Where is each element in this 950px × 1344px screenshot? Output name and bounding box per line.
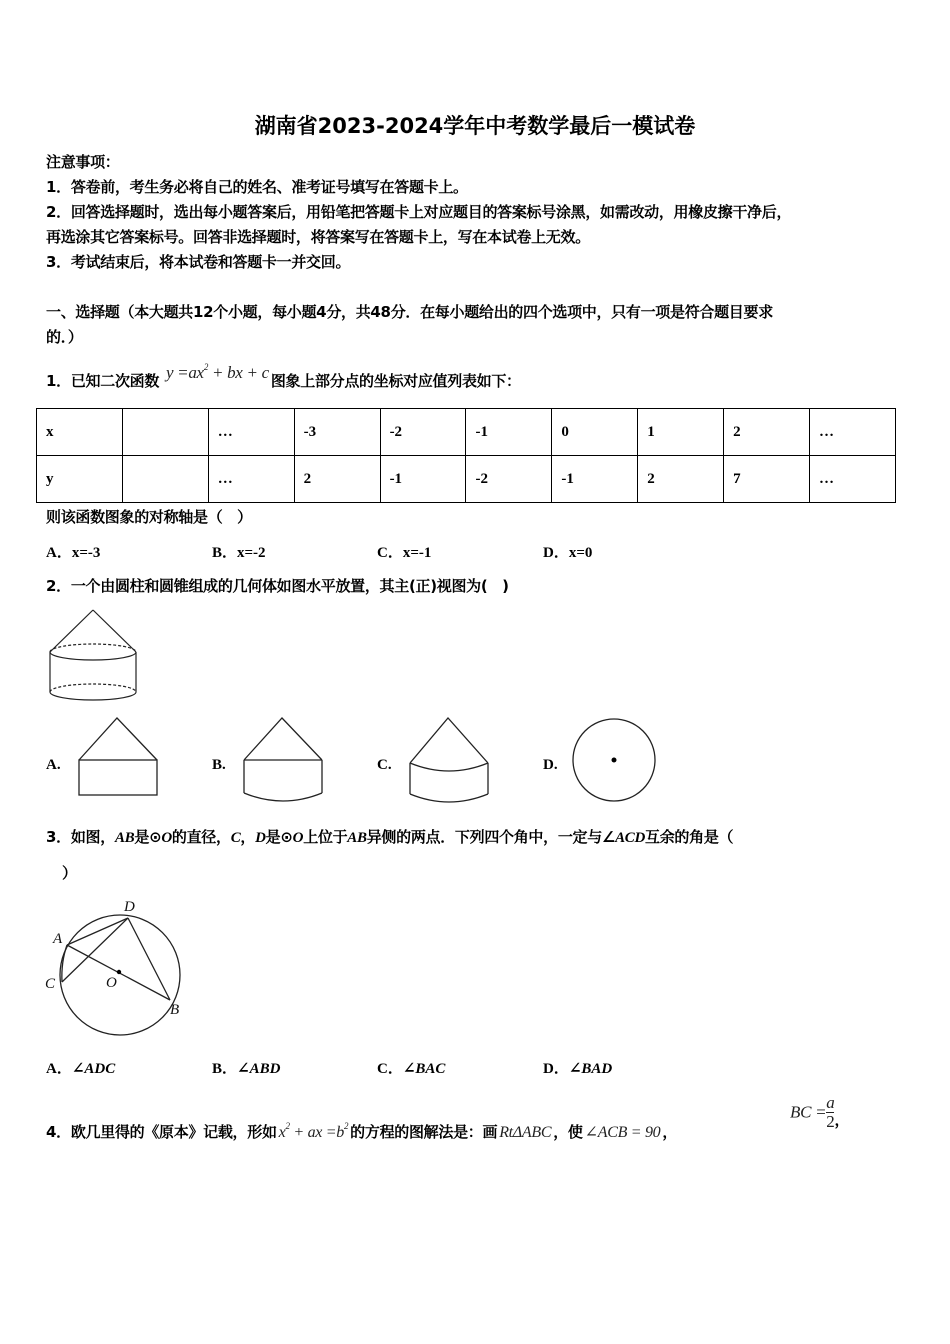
question-text: 异侧的两点．下列四个角中，一定与∠ <box>366 828 616 846</box>
question-text: 欧几里得的《原本》记载，形如 <box>70 1123 277 1141</box>
option-c[interactable]: C．x=-1 <box>377 545 432 561</box>
table-cell <box>122 409 208 456</box>
notice-item-3: 3．考试结束后，将本试卷和答题卡一并交回。 <box>46 253 351 271</box>
question-number: 1． <box>46 372 71 390</box>
option-b[interactable] <box>212 1057 280 1078</box>
table-cell: 2 <box>724 409 810 456</box>
option-label: A． <box>46 1061 72 1077</box>
option-a-label[interactable]: A. <box>46 757 61 773</box>
table-cell: x <box>37 409 123 456</box>
table-row-y <box>37 456 896 503</box>
math-acd: ACD <box>615 830 646 846</box>
table-cell: 7 <box>724 456 810 503</box>
question-2-stem <box>46 576 509 596</box>
table-cell: 1 <box>638 409 724 456</box>
option-c[interactable] <box>377 1057 445 1078</box>
math-o: O <box>292 830 304 846</box>
question-text: 是⊙ <box>134 828 162 846</box>
question-text: 如图， <box>70 828 115 846</box>
question-text-suffix: 图象上部分点的坐标对应值列表如下： <box>270 372 521 390</box>
option-label: C． <box>377 1061 403 1077</box>
formula: $y =ax^2$ + bx + c <box>165 362 269 382</box>
option-d[interactable]: D．x=0 <box>543 545 593 561</box>
option-value: ∠ADC <box>71 1061 116 1077</box>
math-o: O <box>161 830 172 846</box>
question-text: 一个由圆柱和圆锥组成的几何体如图水平放置，其主(正)视图为( ) <box>70 577 509 595</box>
table-row-x <box>37 409 896 456</box>
table-cell: -1 <box>466 409 552 456</box>
option-a[interactable] <box>46 1057 115 1078</box>
option-value: ∠BAC <box>402 1061 446 1077</box>
question-text: 的方程的图解法是：画 <box>350 1123 498 1141</box>
math-ab: AB <box>347 830 367 846</box>
math-ab: AB <box>114 830 135 846</box>
table-cell: -1 <box>552 456 638 503</box>
fraction-numerator: a <box>826 1093 835 1112</box>
table-cell: 2 <box>638 456 724 503</box>
question-text: 互余的角是（ <box>645 828 734 846</box>
section-heading-cont: 的．） <box>46 328 83 346</box>
question-number: 3． <box>46 828 71 846</box>
table-cell: 2 <box>294 456 380 503</box>
question-4-stem <box>46 1116 677 1143</box>
table-cell: … <box>208 456 294 503</box>
value-table <box>36 408 896 503</box>
notice-item-1: 1．答卷前，考生务必将自己的姓名、准考证号填写在答题卡上。 <box>46 178 468 196</box>
question-text: ， <box>662 1123 678 1141</box>
table-cell: -2 <box>380 409 466 456</box>
table-cell: … <box>810 409 896 456</box>
option-a[interactable]: A．x=-3 <box>46 545 101 561</box>
option-c-figure[interactable] <box>408 716 492 806</box>
question-text: 上位于 <box>303 828 348 846</box>
question-1-ask: 则该函数图象的对称轴是（ ） <box>46 508 252 526</box>
circle-geometry-figure <box>40 890 200 1040</box>
question-text: 已知二次函数 <box>70 372 160 390</box>
comma: ， <box>834 1111 850 1129</box>
option-d-label[interactable]: D. <box>543 757 558 773</box>
label-a: A <box>53 931 63 947</box>
option-d-figure[interactable] <box>572 718 658 804</box>
question-3-stem-cont: ） <box>62 864 77 882</box>
table-cell: … <box>810 456 896 503</box>
option-value: ∠BAD <box>568 1061 613 1077</box>
table-cell: -1 <box>380 456 466 503</box>
table-cell: … <box>208 409 294 456</box>
fraction-denominator: 2 <box>826 1112 835 1131</box>
question-3-stem <box>46 827 733 848</box>
question-text: 的直径， <box>171 828 231 846</box>
question-number: 2． <box>46 577 71 595</box>
option-c-label[interactable]: C. <box>377 757 392 773</box>
option-a-figure[interactable] <box>77 716 161 798</box>
question-text: ，使 <box>553 1123 583 1141</box>
label-o: O <box>106 975 117 991</box>
formula-bc-left: BC = <box>790 1102 827 1122</box>
notice-item-2: 2．回答选择题时，选出每小题答案后，用铅笔把答题卡上对应题目的答案标号涂黑，如需改动，用橡皮擦干净后， <box>46 203 792 221</box>
question-text: ， <box>240 828 256 846</box>
page-title: 湖南省2023-2024学年中考数学最后一模试卷 <box>254 114 696 138</box>
option-d[interactable] <box>543 1057 612 1078</box>
table-cell: y <box>37 456 123 503</box>
question-number: 4． <box>46 1123 71 1141</box>
formula-angle: ∠ACB = 90 <box>584 1124 661 1141</box>
label-d: D <box>124 899 135 915</box>
table-cell: 0 <box>552 409 638 456</box>
section-heading: 一、选择题（本大题共12个小题，每小题4分，共48分．在每小题给出的四个选项中，只有一项是符合题目要求 <box>46 303 773 321</box>
option-b[interactable]: B．x=-2 <box>212 545 266 561</box>
label-c: C <box>45 976 56 992</box>
option-b-figure[interactable] <box>242 716 326 802</box>
notice-item-2-cont: 再选涂其它答案标号。回答非选择题时，将答案写在答题卡上，写在本试卷上无效。 <box>46 228 590 246</box>
table-cell: -3 <box>294 409 380 456</box>
table-cell <box>122 456 208 503</box>
math-c: C <box>230 830 241 846</box>
question-text: 是⊙ <box>265 828 293 846</box>
formula-bc <box>790 1094 849 1131</box>
formula-triangle: RtΔABC <box>499 1124 552 1141</box>
cylinder-cone-figure <box>48 607 138 702</box>
formula-equation: $x^2$ + ax $=b^2$ <box>278 1121 349 1141</box>
table-cell: -2 <box>466 456 552 503</box>
label-b: B <box>170 1002 180 1018</box>
option-value: ∠ABD <box>237 1061 281 1077</box>
math-d: D <box>255 830 266 846</box>
question-1-stem <box>46 362 521 391</box>
notice-heading: 注意事项： <box>46 153 120 171</box>
option-label: B． <box>212 1061 238 1077</box>
option-label: D． <box>543 1061 569 1077</box>
option-b-label[interactable]: B. <box>212 757 226 773</box>
